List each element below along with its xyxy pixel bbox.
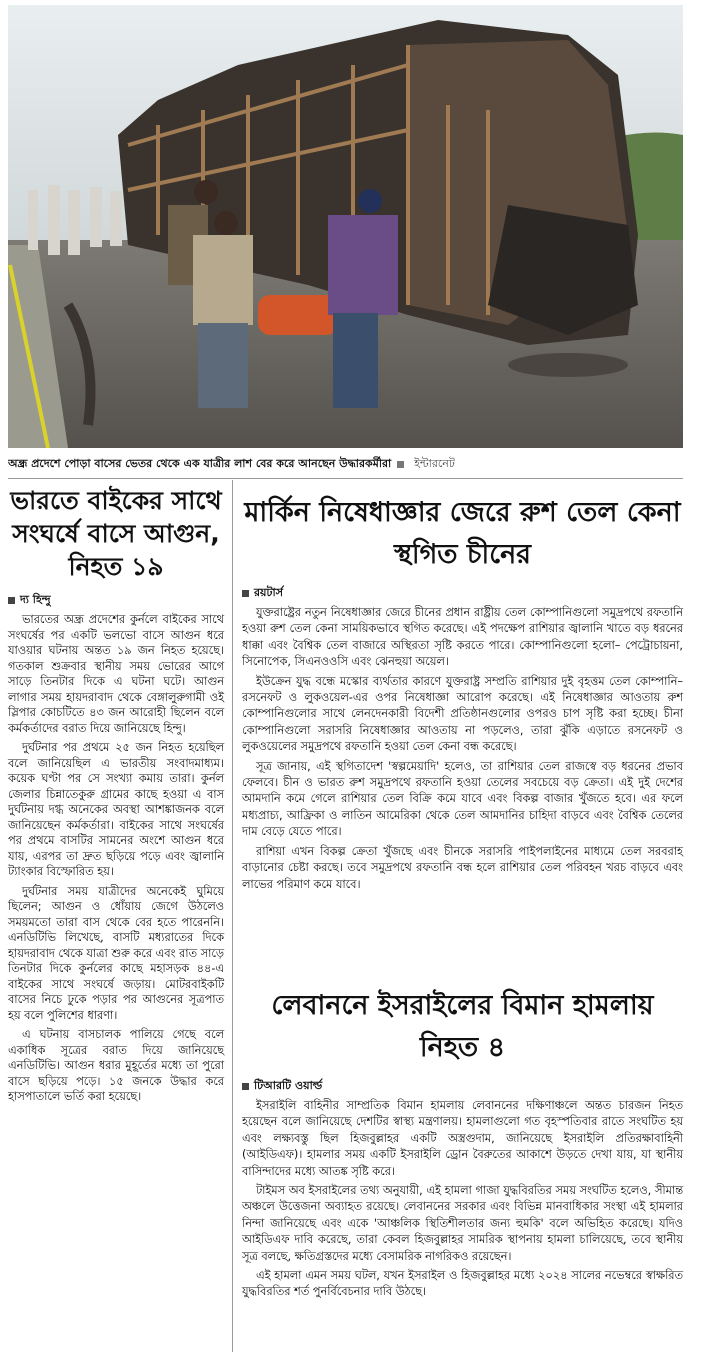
left-source-name: দ্য হিন্দু [20, 593, 51, 606]
news-photo [8, 5, 683, 448]
left-article-body [8, 612, 224, 1105]
paragraph: এই হামলা এমন সময় ঘটল, যখন ইসরাইল ও হিজবুল্লাহর মধ্যে ২০২৪ সালের নভেম্বরে স্বাক্ষরিত যুদ্ধবিরতির শর্ত পুনর্বিবেচনার দাবি উঠছে। [242, 1269, 683, 1299]
right-article-2-body [242, 1098, 683, 1301]
left-headline: ভারতে বাইকের সাথে সংঘর্ষে বাসে আগুন, নিহত ১৯ [10, 486, 222, 581]
photo-caption [8, 453, 683, 475]
caption-text: অন্ধ্র প্রদেশে পোড়া বাসের ভেতর থেকে এক যাত্রীর লাশ বের করে আনছেন উদ্ধারকর্মীরা [8, 457, 392, 470]
right-headline-2: লেবাননে ইসরাইলের বিমান হামলায় নিহত ৪ [271, 990, 654, 1063]
divider [8, 478, 683, 479]
paragraph: দুর্ঘটনার পর প্রথমে ২৫ জন নিহত হয়েছিল বলে জানিয়েছিল এ ভারতীয় সংবাদমাধ্যম। কয়েক ঘণ্টা পর সে সংখ্যা কমায় তারা। কুর্নল জেলার চিন্নাতেকুরু গ্রামের কাছে হওয়া এ বাস দুর্ঘটনায় দগ্ধ অনেকের অবস্থা আশঙ্কাজনক বলে জানিয়েছেন কর্মকর্তারা। বাইকের সাথে সংঘর্ষের পর প্রথমে বাসটির সামনের অংশে আগুন ধরে যায়, এরপর তা দ্রুত ছড়িয়ে পড়ে এবং জ্বালানি ট্যাংকার বিস্ফোরিত হয়। [8, 741, 224, 878]
right-source-1-name: রয়টার্স [254, 586, 283, 599]
right-headline-1: মার্কিন নিষেধাজ্ঞার জেরে রুশ তেল কেনা স্থগিত চীনের [244, 497, 681, 570]
left-article [8, 484, 224, 1109]
paragraph: এ ঘটনায় বাসচালক পালিয়ে গেছে বলে একাধিক সূত্রের বরাত দিয়ে জানিয়েছে এনডিটিভি। আগুন ধরার মুহূর্তের মধ্যে তা পুরো বাসে ছড়িয়ে পড়ে। ১৫ জনকে উদ্ধার করে হাসপাতালে ভর্তি করা হয়েছে। [8, 1028, 224, 1103]
right-article-1 [242, 492, 683, 896]
paragraph: সূত্র জানায়, এই স্থগিতাদেশ 'স্বল্পমেয়াদি' হলেও, তা রাশিয়ার তেল রাজস্বে বড় ধরনের প্রভাব ফেলবে। চীন ও ভারত রুশ সমুদ্রপথে রফতানি হওয়া তেলের সবচেয়ে বড় ক্রেতা। এই দুই দেশের আমদানি কমে গেলে রাশিয়ার তেল বিক্রি কমে যাবে এবং বিকল্প বাজার খুঁজতে হবে। এর ফলে মধ্যপ্রাচ্য, আফ্রিকা ও লাতিন আমেরিকা থেকে তেল আমদানির চাহিদা বাড়বে এবং বৈশ্বিক তেলের দাম বেড়ে যেতে পারে। [242, 759, 683, 839]
right-source-1 [242, 584, 683, 603]
left-source [8, 591, 224, 610]
source-bullet-icon [242, 590, 249, 597]
paragraph: ভারতের অন্ধ্র প্রদেশের কুর্নলে বাইকের সাথে সংঘর্ষের পর একটি ভলভো বাসে আগুন ধরে যাওয়ার ঘটনায় অন্তত ১৯ জন নিহত হয়েছে। গতকাল শুক্রবার স্থানীয় সময় ভোরের আগে সাড়ে তিনটার দিকে এ ঘটনা ঘটে। আগুন লাগার সময় হায়দরাবাদ থেকে বেঙ্গালুরুগামী ওই স্লিপার কোচটিতে ৪৩ জন আরোহী ছিলেন বলে কর্মকর্তাদের বরাত দিয়ে জানিয়েছে হিন্দু। [8, 613, 224, 735]
photo-credit: ইন্টারনেট [414, 457, 455, 470]
source-bullet-icon [8, 597, 15, 604]
right-article-1-body [242, 605, 683, 893]
paragraph: টাইমস অব ইসরাইলের তথ্য অনুযায়ী, এই হামলা গাজা যুদ্ধবিরতির সময় সংঘটিত হলেও, সীমান্ত অঞ্চলে উত্তেজনা অব্যাহত রয়েছে। লেবাননের সরকার এবং বিভিন্ন মানবাধিকার সংস্থা এই হামলার নিন্দা জানিয়েছে এবং একে 'আঞ্চলিক স্থিতিশীলতার জন্য হুমকি' বলে অভিহিত করেছে। যদিও আইডিএফ দাবি করেছে, তারা কেবল হিজবুল্লাহর সামরিক স্থাপনায় হামলা চালিয়েছে, তবে স্থানীয় সূত্র বলছে, ক্ষতিগ্রস্তদের মধ্যে বেসামরিক নাগরিকও রয়েছেন। [242, 1184, 683, 1263]
paragraph: ইউক্রেন যুদ্ধ বন্ধে মস্কোর ব্যর্থতার কারণে যুক্তরাষ্ট্র সম্প্রতি রাশিয়ার দুই বৃহত্তম তেল কোম্পানি– রসনেফট ও লুকওয়েল-এর ওপর নিষেধাজ্ঞা আরোপ করেছে। এই নিষেধাজ্ঞার আওতায় রুশ কোম্পানিগুলোর সাথে লেনদেনকারী বিদেশী প্রতিষ্ঠানগুলোর ওপরও চাপ সৃষ্টি করা হচ্ছে। চীনা কোম্পানিগুলো সরাসরি নিষেধাজ্ঞার আওতায় না পড়লেও, তারা ঝুঁকি এড়াতে রসনেফট ও লুকওয়েলের সমুদ্রপথে রফতানি হওয়া তেল কেনা বন্ধ করেছে। [242, 674, 683, 754]
right-source-2-name: টিআরটি ওয়ার্ল্ড [254, 1079, 323, 1092]
paragraph: দুর্ঘটনার সময় যাত্রীদের অনেকেই ঘুমিয়ে ছিলেন; আগুন ও ধোঁয়ায় জেগে উঠলেও সময়মতো তারা বাস থেকে বের হতে পারেননি। এনডিটিভি লিখেছে, বাসটি মধ্যরাতের দিকে হায়দরাবাদ থেকে যাত্রা শুরু করে এবং রাত সাড়ে তিনটার দিকে কুর্নলের কাছে মহাসড়ক ৪৪-এ বাইকের সাথে সংঘর্ষে জড়ায়। মোটরবাইকটি বাসের নিচে ঢুকে পড়ার পর আগুনের সূত্রপাত হয় বলে পুলিশের ধারণা। [8, 884, 224, 1022]
paragraph: যুক্তরাষ্ট্রের নতুন নিষেধাজ্ঞার জেরে চীনের প্রধান রাষ্ট্রীয় তেল কোম্পানিগুলো সমুদ্রপথে রফতানি হওয়া রুশ তেল কেনা সাময়িকভাবে স্থগিত করেছে। এই পদক্ষেপ রাশিয়ার জ্বালানি খাতে বড় ধরনের ধাক্কা এবং বৈশ্বিক তেল বাজারে অস্থিরতা সৃষ্টি করতে পারে। কোম্পানিগুলো হলো– পেট্রোচায়না, সিনোপেক, সিএনওওসি এবং ঝেনহুয়া অয়েল। [242, 606, 683, 669]
burnt-bus-photo [8, 5, 683, 448]
square-icon [397, 461, 404, 468]
right-article-2 [242, 985, 683, 1304]
column-divider [232, 480, 233, 1352]
source-bullet-icon [242, 1083, 249, 1090]
paragraph: ইসরাইলি বাহিনীর সাম্প্রতিক বিমান হামলায় লেবাননের দক্ষিণাঞ্চলে অন্তত চারজন নিহত হয়েছেন বলে জানিয়েছে দেশটির স্বাস্থ্য মন্ত্রণালয়। হামলাগুলো গত বৃহস্পতিবার রাতে সংঘটিত হয় এবং লক্ষ্যবস্তু ছিল হিজবুল্লাহর একটি অস্ত্রগুদাম, জানিয়েছে ইসরাইলি প্রতিরক্ষাবাহিনী (আইডিএফ)। হামলার সময় একটি ইসরাইলি ড্রোন বৈরুতের আকাশে উড়তে দেখা যায়, যা স্থানীয় বাসিন্দাদের মধ্যে আতঙ্ক সৃষ্টি করে। [242, 1099, 683, 1178]
right-source-2 [242, 1077, 683, 1096]
paragraph: রাশিয়া এখন বিকল্প ক্রেতা খুঁজছে এবং চীনকে সরাসরি পাইপলাইনের মাধ্যমে তেল সরবরাহ বাড়ানোর চেষ্টা করছে। তবে সমুদ্রপথে রফতানি বন্ধ হলে রাশিয়ার তেল পরিবহন খরচ বাড়বে এবং লাভের পরিমাণ কমে যাবে। [242, 844, 683, 891]
